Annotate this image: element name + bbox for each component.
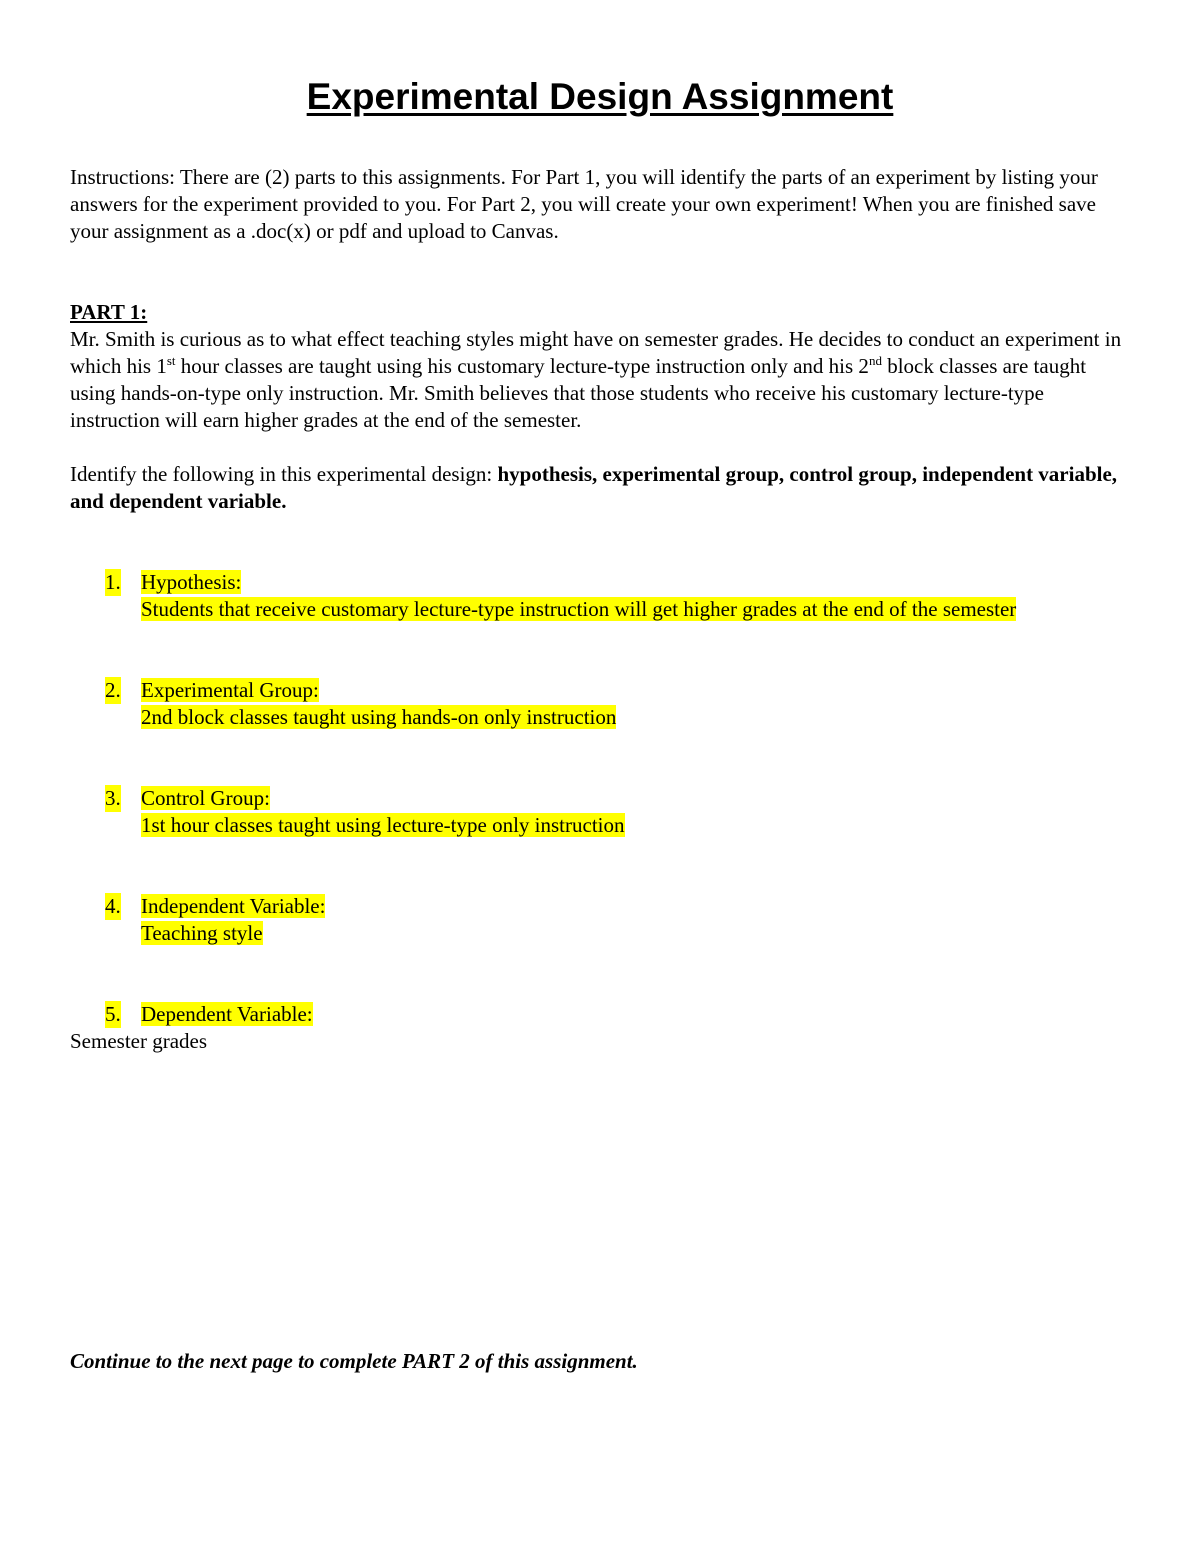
answer-list xyxy=(70,569,1130,1028)
identify-paragraph xyxy=(70,461,1130,515)
answer-text: Students that receive customary lecture-type instruction will get higher grades at the end of the semester xyxy=(141,597,1017,621)
answer-number: 1. xyxy=(105,570,121,594)
continue-note: Continue to the next page to complete PART 2 of this assignment. xyxy=(70,1349,638,1373)
answer-text: Teaching style xyxy=(141,921,263,945)
answer-number: 2. xyxy=(105,678,121,702)
scenario-text-3: block classes are taught using hands-on-type only instruction. Mr. Smith believes that those students who receive his customary lecture-type instruction will earn higher grades at the end of the semester. xyxy=(70,354,1087,432)
answer-question: Independent Variable: xyxy=(141,894,326,918)
answer-text: 1st hour classes taught using lecture-type only instruction xyxy=(141,813,625,837)
answer-number: 3. xyxy=(105,786,121,810)
answer-item-experimental-group xyxy=(70,677,1130,731)
instructions-paragraph: Instructions: There are (2) parts to this assignments. For Part 1, you will identify the parts of an experiment by listing your answers for the experiment provided to you. For Part 2, you will create your own experiment! When you are finished save your assignment as a .doc(x) or pdf and upload to Canvas. xyxy=(70,165,1098,243)
identify-prefix: Identify the following in this experimental design: xyxy=(70,462,498,486)
scenario-text-1: Mr. Smith is curious as to what effect teaching styles might have on semester grades. He decides to conduct an experiment in which his 1 xyxy=(70,327,1122,378)
answer-text: 2nd block classes taught using hands-on only instruction xyxy=(141,705,617,729)
answer-item-control-group xyxy=(70,785,1130,839)
dependent-variable-answer: Semester grades xyxy=(70,1029,208,1053)
answer-item-hypothesis xyxy=(70,569,1130,623)
answer-item-independent-variable xyxy=(70,893,1130,947)
answer-question: Dependent Variable: xyxy=(141,1002,313,1026)
answer-question: Experimental Group: xyxy=(141,678,319,702)
scenario-text-2: hour classes are taught using his customary lecture-type instruction only and his 2 xyxy=(175,354,869,378)
scenario-sup-nd: nd xyxy=(868,353,882,368)
identify-terms: hypothesis, experimental group, control group, independent variable, and dependent variable. xyxy=(70,462,1118,513)
answer-item-dependent-variable xyxy=(70,1001,1130,1028)
answer-number: 5. xyxy=(105,1002,121,1026)
page-title: Experimental Design Assignment xyxy=(306,76,894,117)
answer-question: Hypothesis: xyxy=(141,570,242,594)
answer-number: 4. xyxy=(105,894,121,918)
scenario-paragraph xyxy=(70,326,1130,434)
answer-question: Control Group: xyxy=(141,786,270,810)
part1-heading: PART 1: xyxy=(70,300,148,324)
scenario-sup-st: st xyxy=(166,353,176,368)
document-page xyxy=(70,70,1130,1055)
